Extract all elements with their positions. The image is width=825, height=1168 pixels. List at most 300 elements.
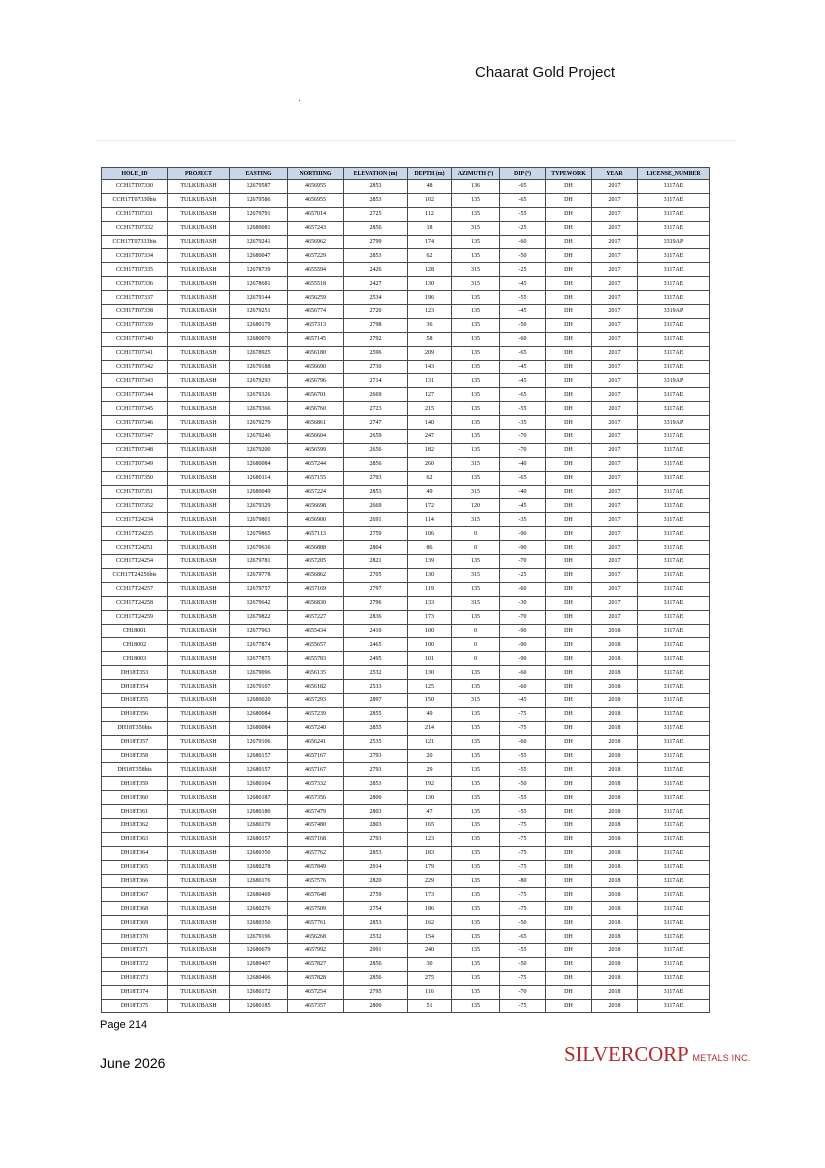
column-header: TYPEWORK xyxy=(546,168,592,180)
table-cell: 135 xyxy=(452,249,500,263)
table-cell: TULKUBASH xyxy=(168,610,230,624)
table-cell: 130 xyxy=(408,791,452,805)
table-cell: -90 xyxy=(500,638,546,652)
table-cell: 135 xyxy=(452,666,500,680)
table-cell: 215 xyxy=(408,402,452,416)
table-cell: 315 xyxy=(452,485,500,499)
table-cell: 3117AE xyxy=(638,624,710,638)
table-cell: 3117AE xyxy=(638,471,710,485)
table-cell: 3117AE xyxy=(638,902,710,916)
table-cell: 3117AE xyxy=(638,638,710,652)
table-cell: 3117AE xyxy=(638,860,710,874)
table-cell: 3117AE xyxy=(638,818,710,832)
table-cell: TULKUBASH xyxy=(168,416,230,430)
table-cell: 315 xyxy=(452,693,500,707)
table-row xyxy=(102,638,710,652)
table-cell: DH xyxy=(546,693,592,707)
table-cell: DH xyxy=(546,388,592,402)
column-header: AZIMUTH (º) xyxy=(452,168,500,180)
table-cell: 100 xyxy=(408,624,452,638)
table-cell: 135 xyxy=(452,916,500,930)
table-cell: 0 xyxy=(452,638,500,652)
table-cell: 2914 xyxy=(344,860,408,874)
table-cell: 51 xyxy=(408,999,452,1013)
table-cell: 315 xyxy=(452,513,500,527)
table-row xyxy=(102,416,710,430)
table-cell: 3117AE xyxy=(638,457,710,471)
table-cell: 3117AE xyxy=(638,346,710,360)
table-cell: 0 xyxy=(452,541,500,555)
table-cell: 4657762 xyxy=(288,846,344,860)
table-cell: 135 xyxy=(452,846,500,860)
table-cell: 135 xyxy=(452,805,500,819)
table-cell: DH xyxy=(546,346,592,360)
table-cell: 123 xyxy=(408,305,452,319)
table-cell: 12680179 xyxy=(230,318,288,332)
table-cell: 12679096 xyxy=(230,666,288,680)
table-cell: -75 xyxy=(500,832,546,846)
table-cell: -90 xyxy=(500,652,546,666)
table-cell: 12679801 xyxy=(230,513,288,527)
table-cell: TULKUBASH xyxy=(168,624,230,638)
table-cell: 172 xyxy=(408,499,452,513)
table-cell: 3117AE xyxy=(638,332,710,346)
table-cell: 12680084 xyxy=(230,721,288,735)
table-cell: DH xyxy=(546,777,592,791)
table-cell: CCH17T07339 xyxy=(102,318,168,332)
table-cell: -55 xyxy=(500,291,546,305)
table-cell: 2821 xyxy=(344,555,408,569)
table-cell: CCH17T07345 xyxy=(102,402,168,416)
table-cell: 2705 xyxy=(344,568,408,582)
table-cell: 173 xyxy=(408,888,452,902)
table-cell: 2669 xyxy=(344,499,408,513)
table-cell: 2018 xyxy=(592,846,638,860)
table-cell: 12679144 xyxy=(230,291,288,305)
table-row xyxy=(102,707,710,721)
table-cell: 3117AE xyxy=(638,555,710,569)
table-cell: DH18T364 xyxy=(102,846,168,860)
table-cell: 260 xyxy=(408,457,452,471)
table-cell: 135 xyxy=(452,555,500,569)
table-cell: -30 xyxy=(500,596,546,610)
table-cell: DH xyxy=(546,874,592,888)
table-cell: 4657509 xyxy=(288,902,344,916)
table-cell: CCH17T07340 xyxy=(102,332,168,346)
table-cell: TULKUBASH xyxy=(168,388,230,402)
table-cell: 3117AE xyxy=(638,193,710,207)
table-cell: 130 xyxy=(408,277,452,291)
table-cell: -40 xyxy=(500,485,546,499)
table-cell: DH18T369 xyxy=(102,916,168,930)
table-cell: 4656604 xyxy=(288,430,344,444)
page-header-title: Chaarat Gold Project xyxy=(475,64,616,81)
table-cell: 4656862 xyxy=(288,568,344,582)
table-cell: 12679865 xyxy=(230,527,288,541)
table-cell: 2017 xyxy=(592,402,638,416)
table-cell: 2532 xyxy=(344,930,408,944)
table-cell: 165 xyxy=(408,818,452,832)
table-cell: 3117AE xyxy=(638,499,710,513)
table-cell: 48 xyxy=(408,180,452,194)
table-cell: DH xyxy=(546,735,592,749)
table-row xyxy=(102,818,710,832)
table-cell: 3117AE xyxy=(638,916,710,930)
table-cell: 3117AE xyxy=(638,930,710,944)
table-cell: 3117AE xyxy=(638,527,710,541)
table-cell: -75 xyxy=(500,860,546,874)
table-cell: 2799 xyxy=(344,235,408,249)
table-cell: 4656690 xyxy=(288,360,344,374)
table-cell: 0 xyxy=(452,624,500,638)
table-cell: 4657167 xyxy=(288,763,344,777)
table-cell: CCH17T24234 xyxy=(102,513,168,527)
table-cell: TULKUBASH xyxy=(168,846,230,860)
table-cell: TULKUBASH xyxy=(168,791,230,805)
table-cell: 2017 xyxy=(592,207,638,221)
table-cell: 2018 xyxy=(592,777,638,791)
table-cell: TULKUBASH xyxy=(168,735,230,749)
company-logo xyxy=(564,1042,750,1067)
table-cell: 2018 xyxy=(592,749,638,763)
table-cell: 4657113 xyxy=(288,527,344,541)
table-cell: TULKUBASH xyxy=(168,360,230,374)
table-cell: 2836 xyxy=(344,610,408,624)
table-cell: 2723 xyxy=(344,402,408,416)
table-row xyxy=(102,832,710,846)
table-cell: DH xyxy=(546,235,592,249)
table-cell: 2017 xyxy=(592,263,638,277)
table-cell: 12680104 xyxy=(230,777,288,791)
table-cell: 4656268 xyxy=(288,930,344,944)
table-cell: -65 xyxy=(500,180,546,194)
table-cell: 2017 xyxy=(592,416,638,430)
table-cell: TULKUBASH xyxy=(168,485,230,499)
table-cell: 112 xyxy=(408,207,452,221)
table-cell: DH xyxy=(546,596,592,610)
table-cell: 3117AE xyxy=(638,777,710,791)
table-cell: CCH17T24258 xyxy=(102,596,168,610)
table-cell: 2853 xyxy=(344,777,408,791)
table-cell: DH xyxy=(546,568,592,582)
table-cell: -90 xyxy=(500,527,546,541)
table-cell: 135 xyxy=(452,943,500,957)
table-cell: 58 xyxy=(408,332,452,346)
table-cell: CCH17T07346 xyxy=(102,416,168,430)
table-row xyxy=(102,971,710,985)
table-cell: DH xyxy=(546,680,592,694)
table-cell: 12680180 xyxy=(230,805,288,819)
table-cell: -70 xyxy=(500,610,546,624)
table-cell: DH xyxy=(546,943,592,957)
table-cell: -35 xyxy=(500,416,546,430)
table-cell: 2018 xyxy=(592,680,638,694)
table-cell: CCH17T07333bis xyxy=(102,235,168,249)
table-cell: -65 xyxy=(500,346,546,360)
table-row xyxy=(102,221,710,235)
table-cell: -75 xyxy=(500,707,546,721)
table-cell: 2534 xyxy=(344,291,408,305)
table-cell: 2017 xyxy=(592,568,638,582)
table-cell: 4656830 xyxy=(288,596,344,610)
table-row xyxy=(102,874,710,888)
table-cell: DH xyxy=(546,291,592,305)
table-cell: 3117AE xyxy=(638,805,710,819)
table-cell: 135 xyxy=(452,193,500,207)
table-row xyxy=(102,902,710,916)
table-cell: TULKUBASH xyxy=(168,430,230,444)
table-cell: TULKUBASH xyxy=(168,957,230,971)
table-cell: DH xyxy=(546,221,592,235)
table-row xyxy=(102,207,710,221)
table-cell: TULKUBASH xyxy=(168,318,230,332)
header-divider xyxy=(97,140,735,141)
table-cell: 62 xyxy=(408,471,452,485)
table-row xyxy=(102,846,710,860)
table-cell: 2465 xyxy=(344,638,408,652)
table-cell: DH xyxy=(546,610,592,624)
table-row xyxy=(102,610,710,624)
table-cell: 3117AE xyxy=(638,721,710,735)
table-cell: 3117AE xyxy=(638,971,710,985)
table-row xyxy=(102,332,710,346)
table-cell: 3117AE xyxy=(638,513,710,527)
table-cell: 2855 xyxy=(344,707,408,721)
table-cell: 2856 xyxy=(344,957,408,971)
table-cell: 4656180 xyxy=(288,346,344,360)
table-cell: DH xyxy=(546,193,592,207)
table-cell: DH xyxy=(546,652,592,666)
table-cell: 2017 xyxy=(592,485,638,499)
table-cell: 20 xyxy=(408,749,452,763)
table-cell: -70 xyxy=(500,443,546,457)
table-row xyxy=(102,471,710,485)
table-cell: CCH17T24259 xyxy=(102,610,168,624)
table-cell: 162 xyxy=(408,916,452,930)
table-cell: 12680049 xyxy=(230,485,288,499)
table-cell: 2691 xyxy=(344,513,408,527)
table-cell: TULKUBASH xyxy=(168,207,230,221)
table-cell: -55 xyxy=(500,749,546,763)
table-cell: 2792 xyxy=(344,332,408,346)
table-row xyxy=(102,402,710,416)
table-cell: TULKUBASH xyxy=(168,749,230,763)
table-cell: 2800 xyxy=(344,999,408,1013)
table-cell: TULKUBASH xyxy=(168,818,230,832)
table-cell: TULKUBASH xyxy=(168,568,230,582)
table-cell: 135 xyxy=(452,735,500,749)
table-row xyxy=(102,805,710,819)
table-cell: 4657227 xyxy=(288,610,344,624)
table-cell: 12678925 xyxy=(230,346,288,360)
table-cell: DH18T357 xyxy=(102,735,168,749)
table-cell: DH xyxy=(546,860,592,874)
table-cell: DH xyxy=(546,305,592,319)
table-cell: -60 xyxy=(500,235,546,249)
table-cell: 49 xyxy=(408,707,452,721)
table-cell: TULKUBASH xyxy=(168,527,230,541)
table-cell: DH xyxy=(546,930,592,944)
table-cell: 2535 xyxy=(344,735,408,749)
table-cell: 2018 xyxy=(592,791,638,805)
table-cell: 130 xyxy=(408,666,452,680)
table-cell: DH18T356 xyxy=(102,707,168,721)
table-cell: 12680350 xyxy=(230,916,288,930)
table-cell: DH18T375 xyxy=(102,999,168,1013)
table-cell: 183 xyxy=(408,846,452,860)
table-cell: 135 xyxy=(452,971,500,985)
table-cell: 12679106 xyxy=(230,735,288,749)
table-cell: 2017 xyxy=(592,388,638,402)
table-cell: TULKUBASH xyxy=(168,999,230,1013)
table-cell: 12679251 xyxy=(230,305,288,319)
table-cell: 4657169 xyxy=(288,582,344,596)
table-cell: TULKUBASH xyxy=(168,832,230,846)
table-cell: TULKUBASH xyxy=(168,902,230,916)
table-cell: DH xyxy=(546,763,592,777)
table-cell: 2017 xyxy=(592,499,638,513)
table-cell: DH xyxy=(546,207,592,221)
table-cell: 4657254 xyxy=(288,985,344,999)
table-cell: 12680406 xyxy=(230,971,288,985)
table-cell: TULKUBASH xyxy=(168,888,230,902)
table-cell: 192 xyxy=(408,777,452,791)
table-cell: 4657229 xyxy=(288,249,344,263)
table-cell: -70 xyxy=(500,430,546,444)
table-cell: 3117AE xyxy=(638,680,710,694)
table-cell: 2018 xyxy=(592,985,638,999)
table-cell: 2018 xyxy=(592,874,638,888)
table-cell: 135 xyxy=(452,471,500,485)
table-row xyxy=(102,735,710,749)
table-cell: -75 xyxy=(500,902,546,916)
table-cell: 119 xyxy=(408,582,452,596)
table-cell: 3117AE xyxy=(638,888,710,902)
table-cell: DH xyxy=(546,443,592,457)
table-cell: 3117AE xyxy=(638,707,710,721)
table-cell: TULKUBASH xyxy=(168,763,230,777)
table-cell: TULKUBASH xyxy=(168,471,230,485)
table-cell: 135 xyxy=(452,360,500,374)
table-cell: 114 xyxy=(408,513,452,527)
table-cell: 4657293 xyxy=(288,693,344,707)
table-cell: 0 xyxy=(452,652,500,666)
table-row xyxy=(102,680,710,694)
table-row xyxy=(102,291,710,305)
table-cell: TULKUBASH xyxy=(168,180,230,194)
table-cell: CCH17T07334 xyxy=(102,249,168,263)
table-cell: 2018 xyxy=(592,805,638,819)
column-header: DEPTH (m) xyxy=(408,168,452,180)
table-cell: CCH17T24235 xyxy=(102,527,168,541)
table-row xyxy=(102,430,710,444)
table-cell: DH xyxy=(546,249,592,263)
table-cell: 121 xyxy=(408,735,452,749)
table-cell: 2017 xyxy=(592,360,638,374)
table-cell: 3117AE xyxy=(638,832,710,846)
table-cell: 3117AE xyxy=(638,666,710,680)
table-row xyxy=(102,360,710,374)
table-cell: 2018 xyxy=(592,860,638,874)
table-cell: DH xyxy=(546,457,592,471)
table-cell: CCH17T07337 xyxy=(102,291,168,305)
table-cell: 4655594 xyxy=(288,263,344,277)
table-cell: DH xyxy=(546,360,592,374)
table-cell: CCH17T24251 xyxy=(102,541,168,555)
table-cell: CCH17T24256bis xyxy=(102,568,168,582)
table-cell: 3319AP xyxy=(638,305,710,319)
table-cell: 2853 xyxy=(344,485,408,499)
table-cell: 209 xyxy=(408,346,452,360)
table-cell: TULKUBASH xyxy=(168,291,230,305)
table-cell: 4656701 xyxy=(288,388,344,402)
table-row xyxy=(102,457,710,471)
table-cell: DH18T358bis xyxy=(102,763,168,777)
table-cell: DH xyxy=(546,555,592,569)
table-cell: 2017 xyxy=(592,305,638,319)
table-cell: 2793 xyxy=(344,763,408,777)
table-cell: CCH17T07352 xyxy=(102,499,168,513)
table-cell: 3117AE xyxy=(638,985,710,999)
table-cell: 120 xyxy=(452,499,500,513)
table-cell: -55 xyxy=(500,805,546,819)
table-cell: 135 xyxy=(452,721,500,735)
table-cell: CH18002 xyxy=(102,638,168,652)
document-date: June 2026 xyxy=(100,1055,166,1071)
table-cell: 135 xyxy=(452,680,500,694)
table-cell: DH xyxy=(546,749,592,763)
table-cell: 135 xyxy=(452,235,500,249)
table-cell: DH xyxy=(546,638,592,652)
table-row xyxy=(102,666,710,680)
table-cell: DH18T355 xyxy=(102,693,168,707)
table-cell: 2856 xyxy=(344,221,408,235)
column-header: YEAR xyxy=(592,168,638,180)
table-cell: 135 xyxy=(452,707,500,721)
table-cell: 150 xyxy=(408,693,452,707)
table-cell: 3117AE xyxy=(638,318,710,332)
table-cell: 4657224 xyxy=(288,485,344,499)
table-cell: TULKUBASH xyxy=(168,943,230,957)
table-cell: TULKUBASH xyxy=(168,582,230,596)
table-cell: 2793 xyxy=(344,471,408,485)
table-cell: 135 xyxy=(452,957,500,971)
table-cell: 2017 xyxy=(592,527,638,541)
table-cell: 3117AE xyxy=(638,791,710,805)
table-cell: 2759 xyxy=(344,527,408,541)
table-cell: 2018 xyxy=(592,638,638,652)
table-cell: -80 xyxy=(500,874,546,888)
table-cell: 2795 xyxy=(344,985,408,999)
table-cell: 3117AE xyxy=(638,596,710,610)
table-cell: 4656955 xyxy=(288,193,344,207)
table-cell: DH xyxy=(546,332,592,346)
table-cell: 2427 xyxy=(344,277,408,291)
table-cell: 4657205 xyxy=(288,555,344,569)
table-cell: 4656774 xyxy=(288,305,344,319)
table-cell: 135 xyxy=(452,610,500,624)
table-cell: 2853 xyxy=(344,249,408,263)
header-mark xyxy=(299,100,300,101)
table-row xyxy=(102,485,710,499)
table-cell: 2596 xyxy=(344,346,408,360)
table-cell: 135 xyxy=(452,902,500,916)
table-cell: 2017 xyxy=(592,443,638,457)
table-cell: 12680084 xyxy=(230,457,288,471)
table-cell: 12680157 xyxy=(230,832,288,846)
table-cell: DH xyxy=(546,513,592,527)
table-cell: 275 xyxy=(408,971,452,985)
